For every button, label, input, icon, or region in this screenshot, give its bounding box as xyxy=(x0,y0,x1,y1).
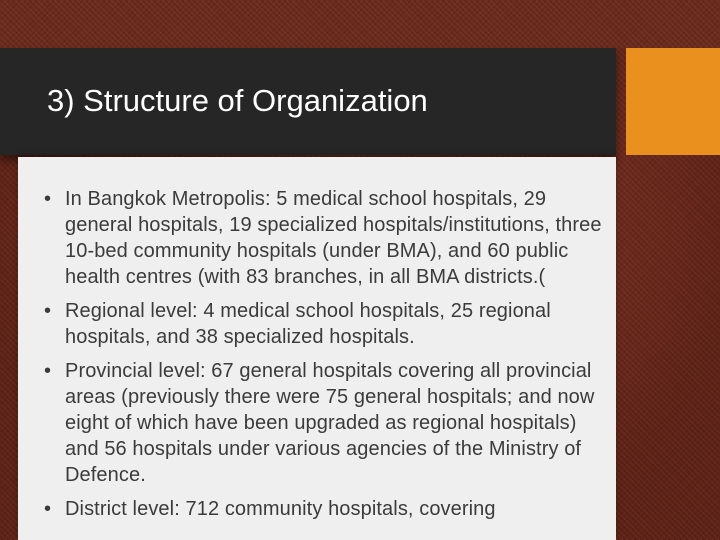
bullet-item xyxy=(44,358,614,488)
bullet-text: Provincial level: 67 general hospitals covering all provincial areas (previously there were 75 general hospitals; and now eight of which have been upgraded as regional hospitals) and 56 hospitals under various agencies of the Ministry of Defence. xyxy=(65,360,595,486)
slide-title: 3) Structure of Organization xyxy=(47,83,428,118)
bullet-list xyxy=(44,186,614,522)
bullet-icon: • xyxy=(44,188,52,210)
bullet-item xyxy=(44,496,614,522)
bullet-item xyxy=(44,298,614,350)
bullet-icon: • xyxy=(44,360,52,382)
bullet-item xyxy=(44,186,614,290)
bullet-text: District level: 712 community hospitals, covering xyxy=(65,498,496,520)
background-texture-top xyxy=(0,0,720,48)
accent-bar xyxy=(626,48,720,155)
bullet-text: In Bangkok Metropolis: 5 medical school hospitals, 29 general hospitals, 19 specialized hospitals/institutions, three 10-bed community hospitals (under BMA), and 60 public health centres (with 83 branches, in all BMA districts.( xyxy=(65,188,602,288)
bullet-icon: • xyxy=(44,300,52,322)
bullet-text: Regional level: 4 medical school hospitals, 25 regional hospitals, and 38 specialized hospitals. xyxy=(65,300,551,348)
bullet-icon: • xyxy=(44,498,52,520)
